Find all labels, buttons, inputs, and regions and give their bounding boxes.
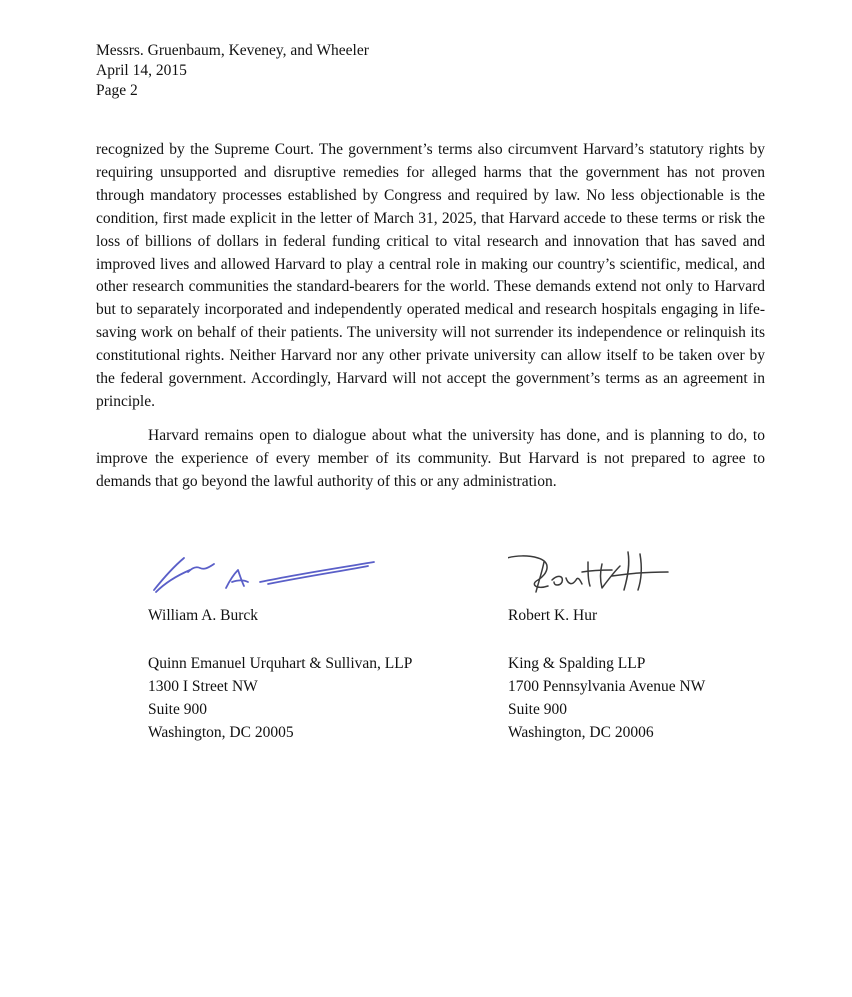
recipients-line: Messrs. Gruenbaum, Keveney, and Wheeler bbox=[96, 42, 369, 59]
firm-address bbox=[148, 652, 468, 744]
body-paragraph-1: recognized by the Supreme Court. The government’s terms also circumvent Harvard’s statutory rights by requiring unsupported and disruptive remedies for alleged harms that the government has not proven through mandatory processes established by Congress and required by law. No less objectionable is the condition, first made explicit in the letter of March 31, 2025, that Harvard accede to these terms or risk the loss of billions of dollars in federal funding critical to vital research and innovation that has saved and improved lives and allowed Harvard to play a central role in making our country’s scientific, medical, and other research communities the standard-bearers for the world. These demands extend not only to Harvard but to separately incorporated and independently operated medical and research hospitals engaging in life-saving work on behalf of their patients. The university will not surrender its independence or relinquish its constitutional rights. Neither Harvard nor any other private university can allow itself to be taken over by the federal government. Accordingly, Harvard will not accept the government’s terms as an agreement in principle. bbox=[96, 141, 765, 410]
page-number: Page 2 bbox=[96, 82, 138, 99]
firm-address bbox=[508, 652, 828, 744]
body-paragraph-2: Harvard remains open to dialogue about what the university has done, and is planning to do, to improve the experience of every member of its community. But Harvard is not prepared to agree to demands that go beyond the lawful authority of this or any administration. bbox=[96, 426, 765, 490]
address-line-1: 1300 I Street NW bbox=[148, 678, 258, 695]
letter-header bbox=[96, 41, 369, 101]
city-state-zip: Washington, DC 20006 bbox=[508, 724, 654, 741]
letter-body bbox=[96, 139, 765, 494]
signer-name: William A. Burck bbox=[148, 607, 259, 624]
signature-burck-icon bbox=[148, 540, 388, 606]
signature-block-burck bbox=[148, 540, 468, 744]
firm-name: Quinn Emanuel Urquhart & Sullivan, LLP bbox=[148, 655, 413, 672]
address-line-2: Suite 900 bbox=[508, 701, 567, 718]
date-line: April 14, 2015 bbox=[96, 62, 187, 79]
address-line-1: 1700 Pennsylvania Avenue NW bbox=[508, 678, 706, 695]
signature-hur bbox=[508, 540, 828, 606]
city-state-zip: Washington, DC 20005 bbox=[148, 724, 294, 741]
signature-hur-icon bbox=[508, 540, 708, 606]
firm-name: King & Spalding LLP bbox=[508, 655, 646, 672]
signer-name: Robert K. Hur bbox=[508, 607, 598, 624]
address-line-2: Suite 900 bbox=[148, 701, 207, 718]
signature-burck bbox=[148, 540, 468, 606]
signature-block-hur bbox=[508, 540, 828, 744]
